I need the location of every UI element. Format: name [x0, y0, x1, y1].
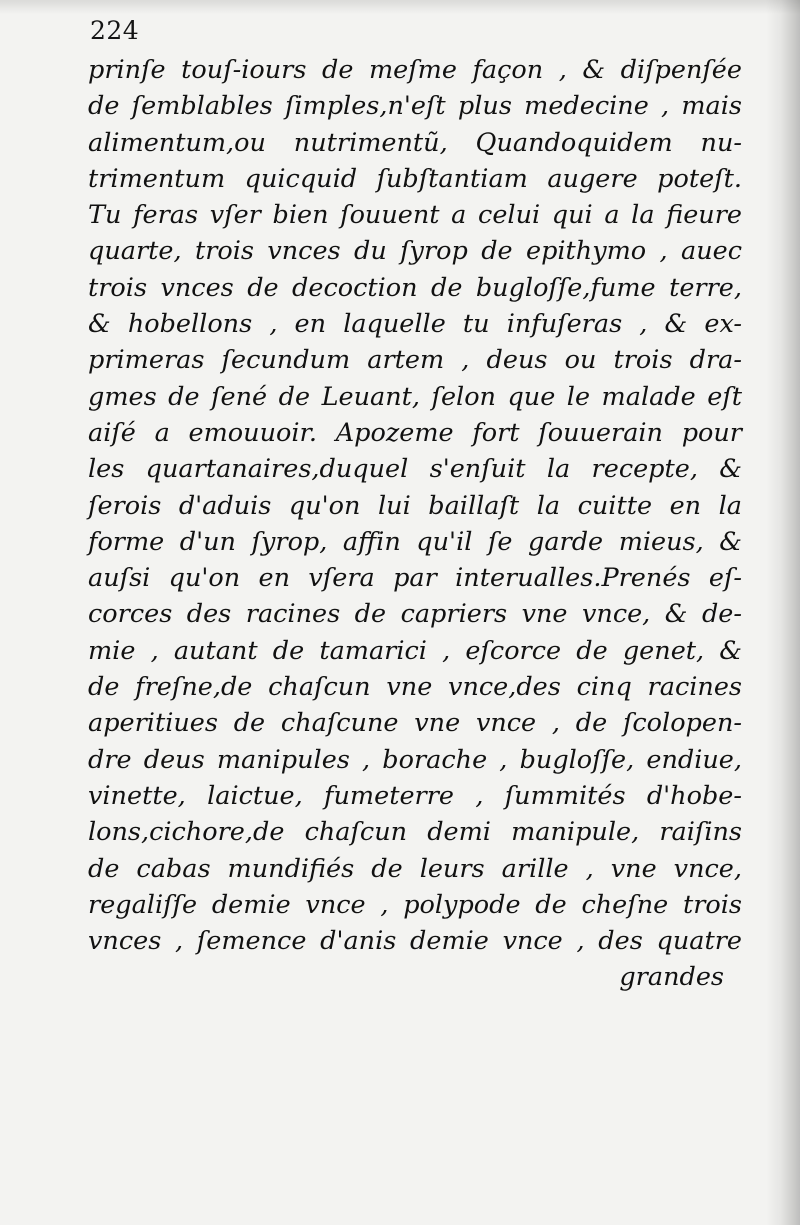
body-text	[88, 52, 742, 996]
text-line: Tu feras vſer bien ſouuent a celui qui a la fieure	[88, 200, 742, 231]
text-line: vinette, laictue, fumeterre , ſummités d'hobe-	[88, 780, 742, 811]
catchword: grandes	[619, 962, 724, 993]
text-line: trois vnces de decoction de bugloſſe,fume terre,	[88, 272, 742, 303]
text-line: aiſé a emouuoir. Apozeme fort ſouuerain pour	[88, 417, 742, 448]
text-line: de freſne,de chaſcun vne vnce,des cinq racines	[88, 672, 742, 703]
text-line: dre deus manipules , borache , bugloſſe, endiue,	[88, 744, 742, 775]
text-line: forme d'un ſyrop, affin qu'il ſe garde mieus, &	[88, 526, 742, 557]
top-edge-shadow	[0, 0, 800, 14]
text-line: trimentum quicquid ſubſtantiam augere poteſt.	[88, 163, 742, 194]
text-line: quarte, trois vnces du ſyrop de epithymo , auec	[88, 236, 742, 267]
text-line: alimentum,ou nutrimentũ, Quandoquidem nu-	[88, 127, 742, 158]
text-line: prinſe touſ-iours de meſme façon , & diſpenſée	[88, 55, 742, 85]
page-edge-shadow	[766, 0, 800, 1225]
page-number: 224	[90, 16, 140, 45]
text-line: aperitiues de chaſcune vne vnce , de ſcolopen-	[88, 708, 742, 739]
text-line: corces des racines de capriers vne vnce, & de-	[88, 599, 742, 630]
text-line: ſerois d'aduis qu'on lui baillaſt la cuitte en la	[88, 490, 742, 521]
text-line: gmes de ſené de Leuant, ſelon que le malade eſt	[88, 381, 742, 412]
text-line: regaliſſe demie vnce , polypode de cheſne trois	[88, 889, 742, 920]
text-line: & hobellons , en laquelle tu infuſeras , & ex-	[88, 309, 742, 340]
text-line: mie , autant de tamarici , eſcorce de genet, &	[88, 635, 742, 666]
text-line: auſsi qu'on en vſera par interualles.Prenés eſ-	[88, 563, 742, 594]
text-line: de cabas mundifiés de leurs arille , vne vnce,	[88, 853, 742, 884]
text-line: primeras ſecundum artem , deus ou trois dra-	[88, 345, 742, 376]
text-line: de ſemblables ſimples,n'eſt plus medecine , mais	[88, 91, 742, 122]
text-line: vnces , ſemence d'anis demie vnce , des quatre	[88, 926, 742, 957]
text-line: les quartanaires,duquel s'enſuit la recepte, &	[88, 454, 742, 485]
text-line: lons,cichore,de chaſcun demi manipule, raiſins	[88, 817, 742, 848]
